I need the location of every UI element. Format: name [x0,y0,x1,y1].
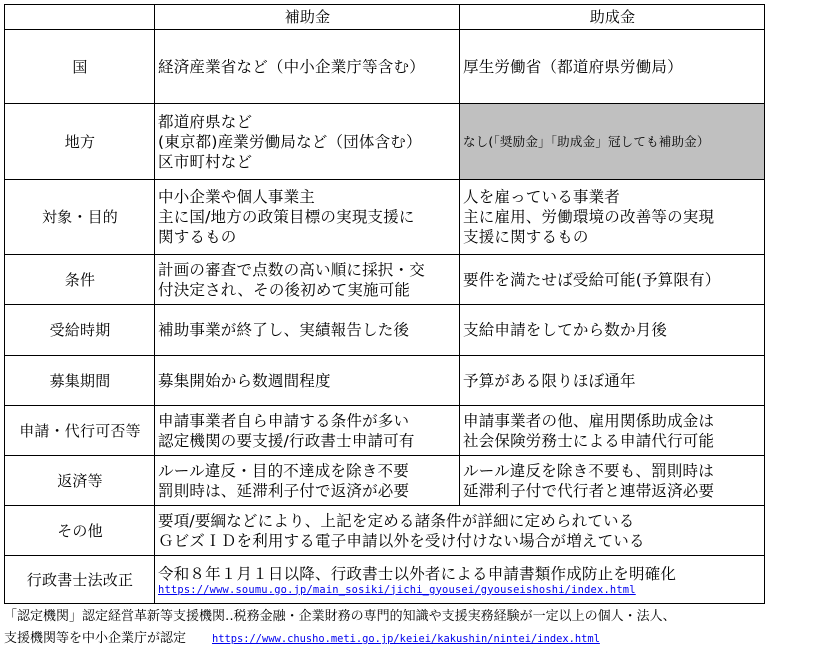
row-label: 地方 [5,104,155,180]
cell-line: 人を雇っている事業者 [463,188,621,206]
cell-line: 罰則時は、延滞利子付で返済が必要 [158,481,410,500]
grant-cell [460,406,765,456]
table-row-other [5,506,765,556]
table-row-national [5,30,765,104]
row-label: 行政書士法改正 [5,556,155,604]
cell-line: 計画の審査で点数の高い順に採択・交 [158,260,425,279]
cell-line: 主に国/地方の政策目標の実現支援に [158,208,415,226]
footnote-line [4,628,816,650]
soumu-link[interactable]: https://www.soumu.go.jp/main_sosiki/jichi_gyousei/gyouseishoshi/index.html [158,583,636,596]
row-label: 国 [5,30,155,104]
cell-line: 認定機関の要支援/行政書士申請可有 [158,431,415,450]
subsidy-cell [155,255,460,305]
grant-cell [460,255,765,305]
footnote [4,606,816,650]
grant-cell-shaded [460,104,765,180]
row-label: 条件 [5,255,155,305]
row-label: 返済等 [5,456,155,506]
cell-line: 中小企業や個人事業主 [158,188,316,206]
cell-line: ルール違反・目的不達成を除き不要 [158,461,409,480]
cell-line: 区市町村など [158,152,253,171]
row-label: 申請・代行可否等 [5,406,155,456]
header-subsidy: 補助金 [155,5,460,30]
row-label: 受給時期 [5,305,155,356]
grant-cell [460,356,765,406]
cell-line: 補助事業が終了し、実績報告した後 [158,321,410,339]
merged-cell [155,556,765,604]
cell-line: 都道府県など [158,112,253,131]
cell-line: 厚生労働省（都道府県労働局） [463,57,683,76]
header-grant: 助成金 [460,5,765,30]
chusho-link[interactable]: https://www.chusho.meti.go.jp/keiei/kakushin/nintei/index.html [212,633,600,645]
cell-line: 申請事業者の他、雇用関係助成金は [463,411,715,430]
footnote-text: 支援機関等を中小企業庁が認定 [4,631,187,646]
cell-line: 社会保険労務士による申請代行可能 [463,431,715,450]
grant-cell [460,456,765,506]
cell-line: 支給申請をしてから数か月後 [463,321,668,339]
footnote-line: 「認定機関」認定経営革新等支援機関‥税務金融・企業財務の専門的知識や支援実務経験が一定以上の個人・法人、 [4,609,676,624]
subsidy-cell [155,356,460,406]
cell-line: 支援に関するもの [463,228,589,246]
row-label: 募集期間 [5,356,155,406]
cell-line: 関するもの [158,228,237,246]
cell-line: 予算がある限りほぼ通年 [463,371,636,390]
grant-cell [460,180,765,255]
header-blank [5,5,155,30]
cell-line: なし(「奨励金」「助成金」冠しても補助金） [463,133,710,149]
table-row-local [5,104,765,180]
row-label: その他 [5,506,155,556]
cell-line: 延滞利子付で代行者と連帯返済必要 [463,481,715,500]
cell-line: 付決定され、その後初めて実施可能 [158,280,411,299]
cell-line: 令和８年１月１日以降、行政書士以外者による申請書類作成防止を明確化 [158,564,677,583]
subsidy-cell [155,305,460,356]
cell-line: 募集開始から数週間程度 [158,371,331,390]
table-row-repayment [5,456,765,506]
cell-line: ルール違反を除き不要も、罰則時は [463,461,714,480]
table-row-payment-timing [5,305,765,356]
subsidy-cell [155,456,460,506]
cell-line: 経済産業省など（中小企業庁等含む） [158,57,425,76]
row-label: 対象・目的 [5,180,155,255]
table-header-row [5,5,765,30]
subsidy-cell [155,104,460,180]
comparison-table [4,4,765,604]
grant-cell [460,30,765,104]
cell-line: 主に雇用、労働環境の改善等の実現 [463,208,715,226]
subsidy-cell [155,180,460,255]
table-row-law-amendment [5,556,765,604]
cell-line: 要項/要綱などにより、上記を定める諸条件が詳細に定められている [158,511,635,530]
subsidy-cell [155,406,460,456]
merged-cell [155,506,765,556]
table-row-conditions [5,255,765,305]
cell-line: (東京都)産業労働局など（団体含む） [158,132,422,151]
cell-line: ＧビズＩＤを利用する電子申請以外を受け付けない場合が増えている [158,531,645,550]
table-row-application-period [5,356,765,406]
subsidy-cell [155,30,460,104]
cell-line: 申請事業者自ら申請する条件が多い [158,411,410,430]
grant-cell [460,305,765,356]
table-row-target [5,180,765,255]
table-row-application-agency [5,406,765,456]
cell-line: 要件を満たせば受給可能(予算限有） [463,270,721,289]
